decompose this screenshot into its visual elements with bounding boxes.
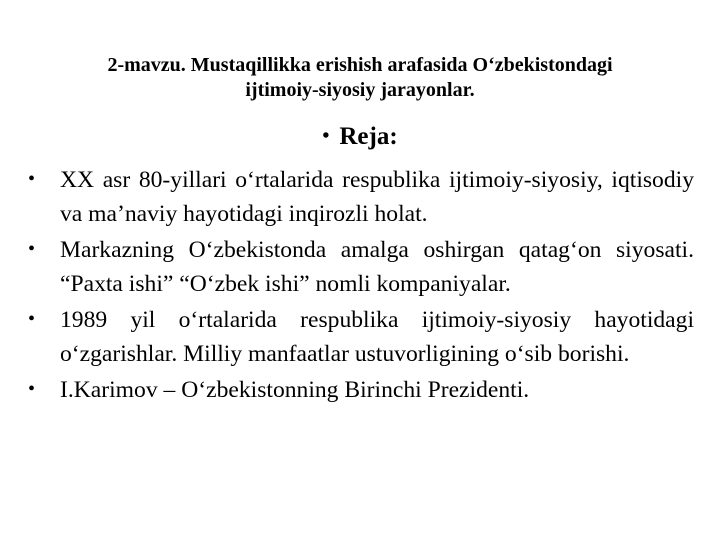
bullet-icon: • xyxy=(28,238,36,260)
bullet-icon: • xyxy=(28,308,36,330)
list-item xyxy=(26,303,694,371)
bullet-icon: • xyxy=(28,168,36,190)
plan-heading-label: Reja: xyxy=(339,123,398,150)
slide-title-line-1: 2-mavzu. Mustaqillikka erishish arafasida O‘zbekistondagi xyxy=(107,54,613,76)
bullet-icon: • xyxy=(322,125,330,147)
list-item-text: 1989 yil o‘rtalarida respublika ijtimoiy-siyosiy hayotidagi o‘zgarishlar. Milliy manfaatlar ustuvorligining o‘sib borishi. xyxy=(60,307,694,367)
slide-title-line-2: ijtimoiy-siyosiy jarayonlar. xyxy=(245,79,475,101)
slide-title xyxy=(40,53,680,103)
list-item xyxy=(26,163,694,231)
bullet-icon: • xyxy=(28,378,36,400)
list-item xyxy=(26,373,694,407)
plan-heading xyxy=(0,120,720,155)
list-item-text: I.Karimov – O‘zbekistonning Birinchi Prezidenti. xyxy=(60,377,530,403)
plan-list xyxy=(26,163,694,409)
list-item-text: Markazning O‘zbekistonda amalga oshirgan qatag‘on siyosati. “Paxta ishi” “O‘zbek ishi” nomli kompaniyalar. xyxy=(60,237,694,297)
list-item-text: XX asr 80-yillari o‘rtalarida respublika ijtimoiy-siyosiy, iqtisodiy va ma’naviy hayotidagi inqirozli holat. xyxy=(60,167,694,227)
list-item xyxy=(26,233,694,301)
